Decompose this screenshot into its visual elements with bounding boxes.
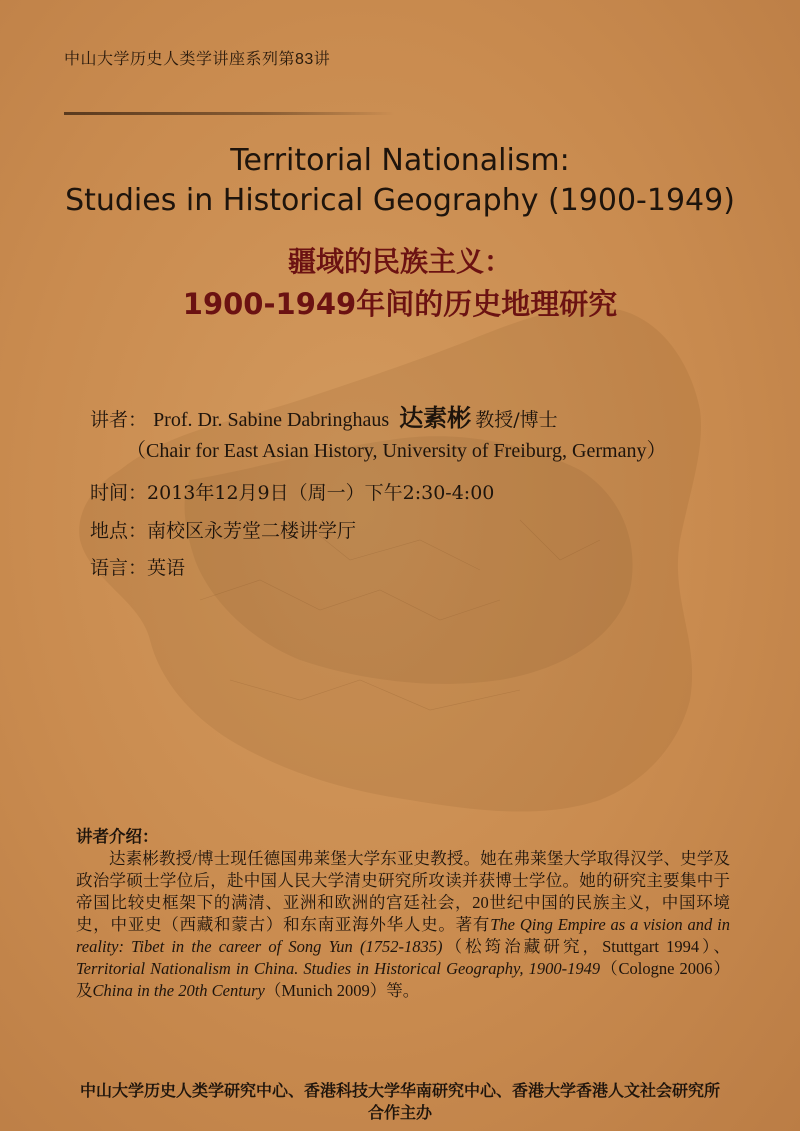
speaker-title: 教授/博士 xyxy=(475,409,558,431)
time-value: 2013年12月9日（周一）下午2:30-4:00 xyxy=(147,482,495,504)
language-value: 英语 xyxy=(147,557,186,579)
title-english-line1: Territorial Nationalism: xyxy=(230,143,570,178)
speaker-affiliation: （Chair for East Asian History, University of Freiburg, Germany） xyxy=(126,440,667,462)
place-value: 南校区永芳堂二楼讲学厅 xyxy=(147,520,357,542)
speaker-row xyxy=(90,398,558,433)
bio-text-part4: （Munich 2009）等。 xyxy=(264,981,420,1000)
bio-text-part2: （松筠治藏研究，Stuttgart 1994）、 xyxy=(442,937,730,956)
title-chinese-line2: 1900-1949年间的历史地理研究 xyxy=(182,287,618,321)
bio-heading: 讲者介绍： xyxy=(76,827,159,846)
speaker-label: 讲者： xyxy=(90,409,148,431)
bio-book-2: Territorial Nationalism in China. Studies in Historical Geography, 1900-1949 xyxy=(76,959,601,978)
affiliation-row xyxy=(126,434,666,463)
series-text: 中山大学历史人类学讲座系列第83讲 xyxy=(64,51,331,68)
time-label: 时间： xyxy=(90,482,148,504)
place-row xyxy=(90,516,356,543)
place-label: 地点： xyxy=(90,520,148,542)
language-label: 语言： xyxy=(90,557,148,579)
speaker-name-cn: 达素彬 xyxy=(399,403,472,432)
title-chinese-line1: 疆域的民族主义： xyxy=(287,245,512,278)
bio-book-1: The Qing Empire as a vision and in reality: Tibet in the career of Song Yun (1752-1835) xyxy=(76,915,730,956)
lecture-series-label xyxy=(64,46,330,69)
bio-text-part3: （Cologne 2006）及 xyxy=(76,959,730,1000)
time-row xyxy=(90,478,494,505)
organizers-line: 中山大学历史人类学研究中心、香港科技大学华南研究中心、香港大学香港人文社会研究所 xyxy=(79,1083,720,1100)
title-english-line2: Studies in Historical Geography (1900-1949) xyxy=(65,183,735,218)
language-row xyxy=(90,553,185,580)
speaker-name-en: Prof. Dr. Sabine Dabringhaus xyxy=(153,409,390,431)
bio-text xyxy=(76,848,730,1002)
organizers-note: 合作主办 xyxy=(367,1105,432,1122)
speaker-bio xyxy=(76,826,730,1002)
series-underline xyxy=(64,112,394,115)
bio-text-part1: 达素彬教授/博士现任德国弗莱堡大学东亚史教授。她在弗莱堡大学取得汉学、史学及政治学硕士学位后，赴中国人民大学清史研究所攻读并获博士学位。她的研究主要集中于帝国比较史框架下的满清、亚洲和欧洲的宫廷社会，20世纪中国的民族主义，中国环境史，中亚史（西藏和蒙古）和东南亚海外华人史。著有 xyxy=(76,849,730,934)
bio-book-3: China in the 20th Century xyxy=(92,981,265,1000)
